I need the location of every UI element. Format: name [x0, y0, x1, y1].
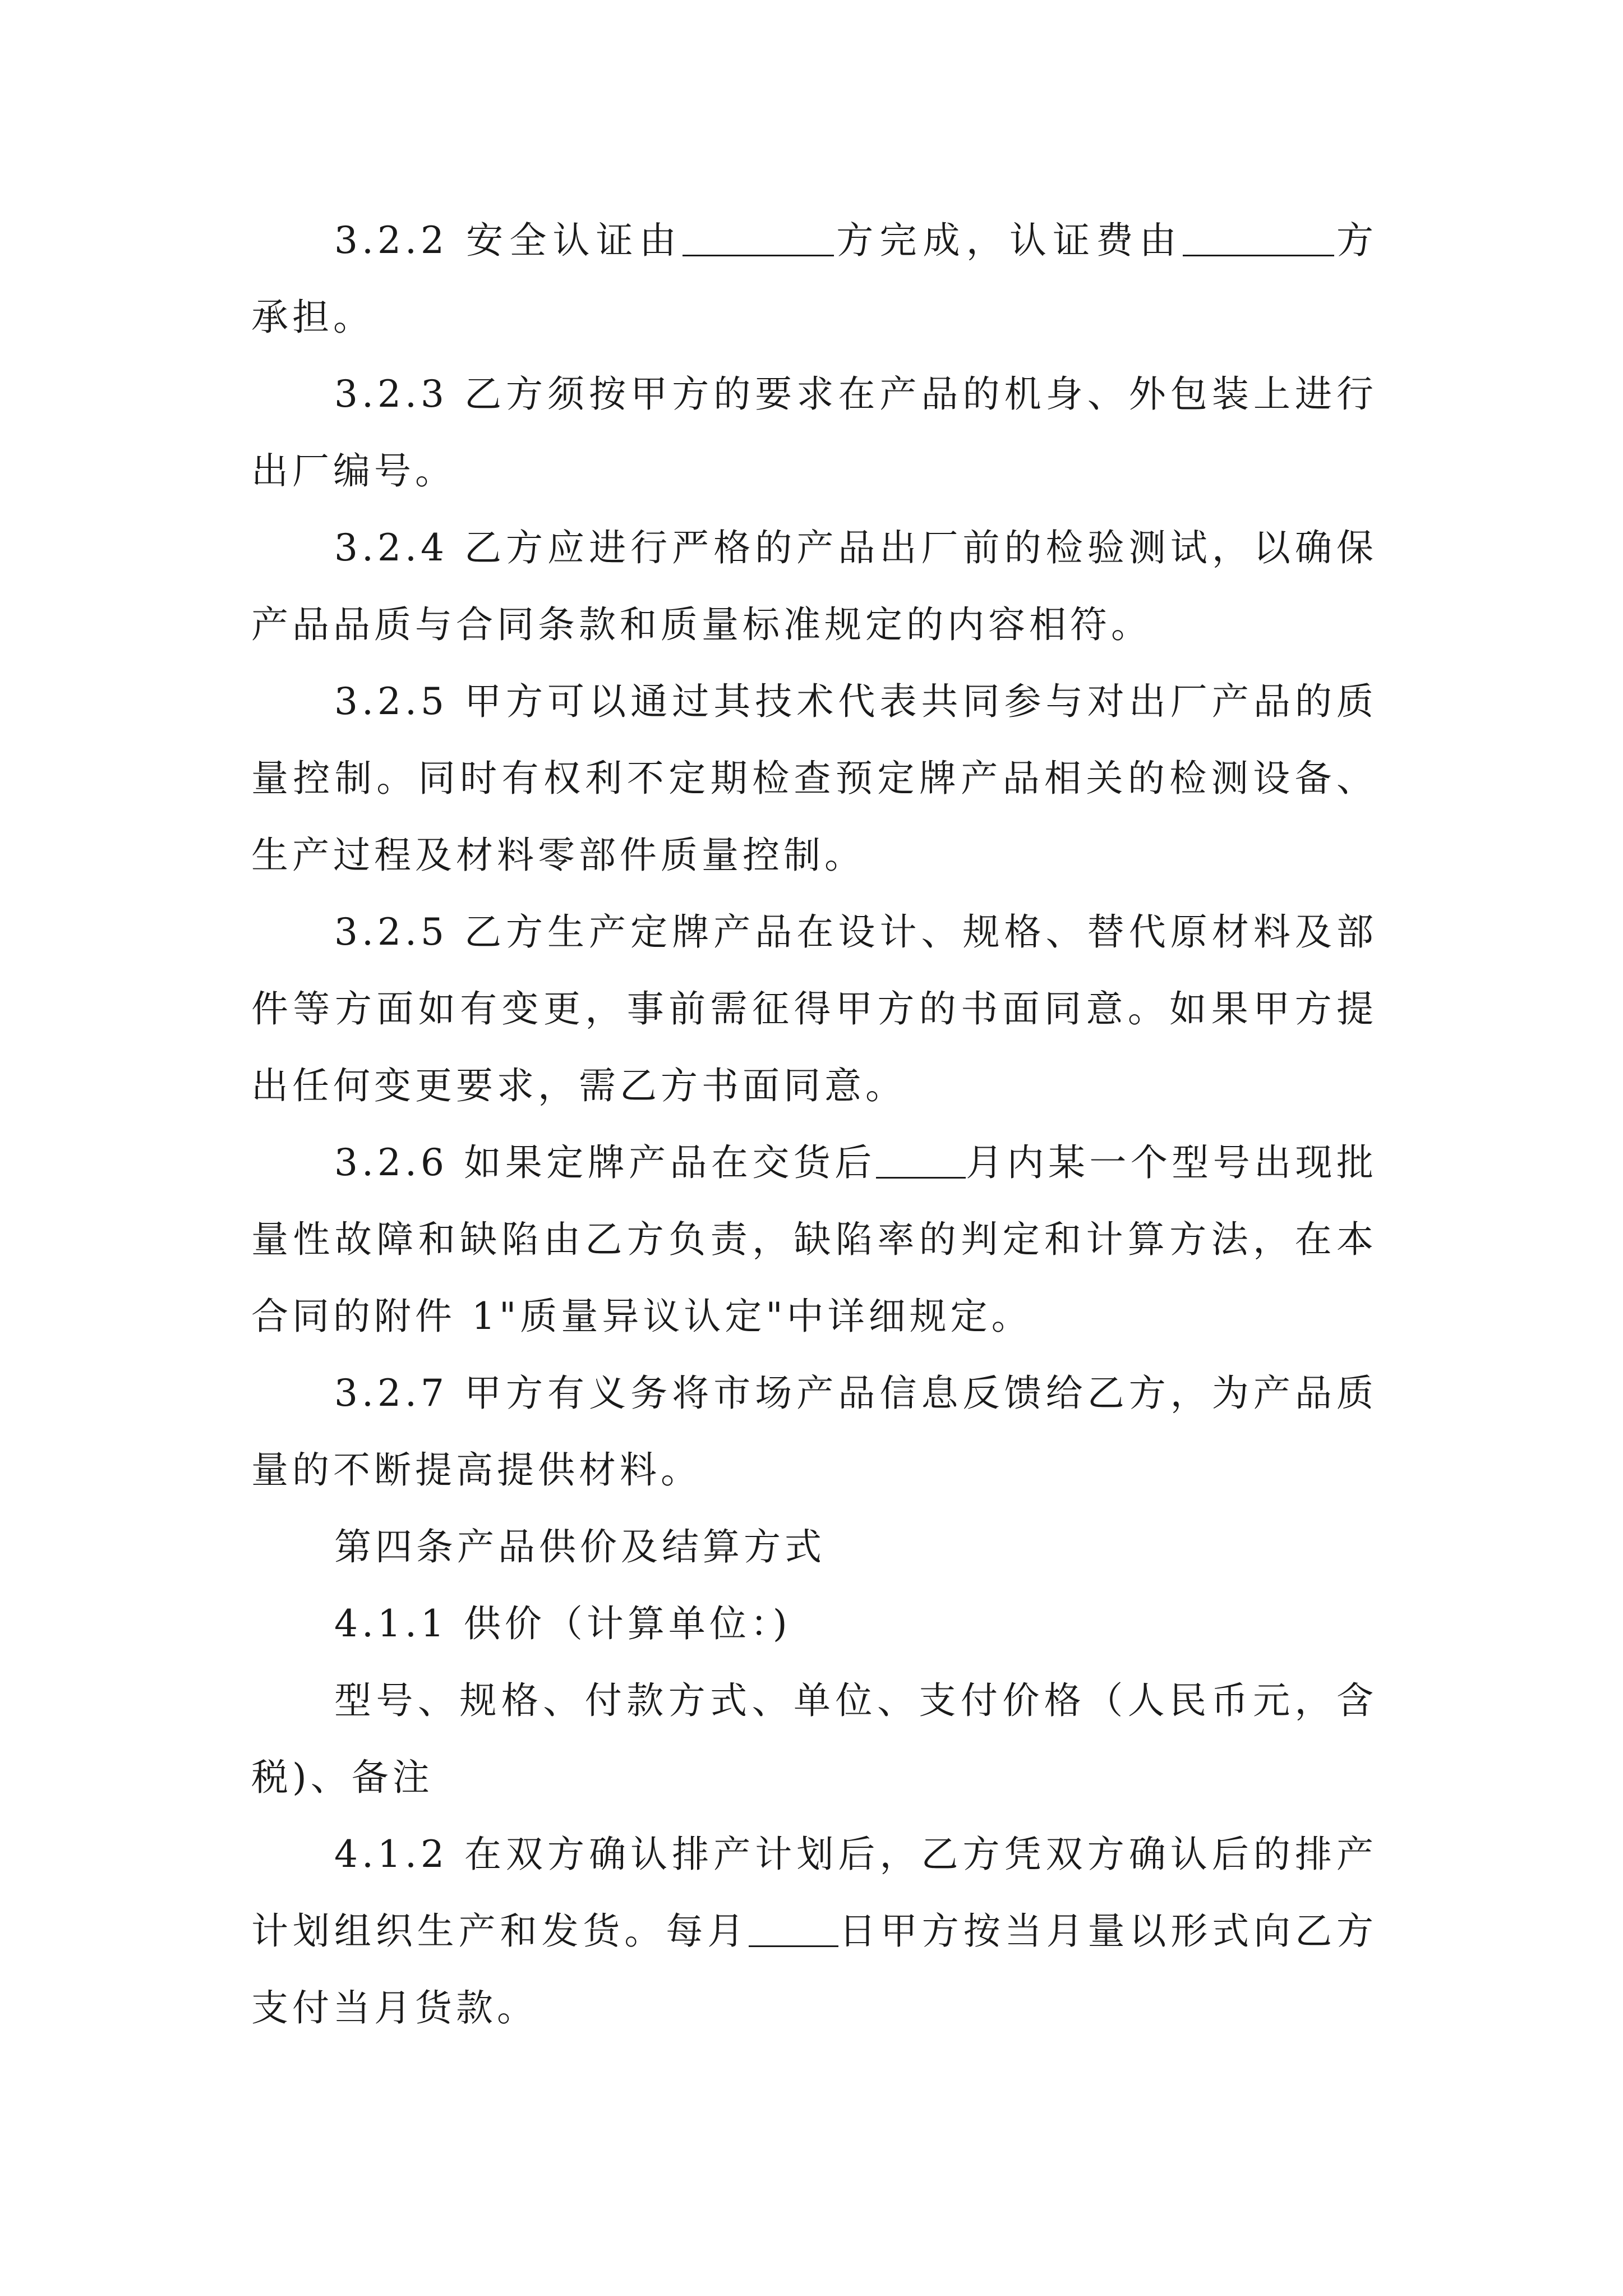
clause-4-1-1: 4.1.1 供价（计算单位：)	[334, 1602, 791, 1645]
clause-3-2-6	[251, 1124, 1377, 1355]
clause-3-2-4: 3.2.4 乙方应进行严格的产品出厂前的检验测试，以确保产品品质与合同条款和质量标准规定的内容相符。	[251, 526, 1377, 646]
blank-line	[876, 1138, 966, 1179]
clause-3-2-3: 3.2.3 乙方须按甲方的要求在产品的机身、外包装上进行出厂编号。	[251, 372, 1377, 493]
blank-line	[749, 1906, 838, 1947]
clause-4-1-2-text-b: 日甲方按当月量以形式向乙方支付当月货款。	[251, 1910, 1378, 2030]
clause-4-1-2	[251, 1816, 1377, 2046]
clause-3-2-6-text-a: 3.2.6 如果定牌产品在交货后	[334, 1141, 876, 1184]
clause-3-2-5-quality-control: 3.2.5 甲方可以通过其技术代表共同参与对出厂产品的质量控制。同时有权利不定期检查预定牌产品相关的检测设备、生产过程及材料零部件质量控制。	[251, 680, 1377, 877]
price-table-fields: 型号、规格、付款方式、单位、支付价格（人民币元，含税)、备注	[251, 1679, 1377, 1799]
article-4-heading: 第四条产品供价及结算方式	[334, 1525, 826, 1568]
clause-3-2-2-text-a: 3.2.2 安全认证由	[334, 219, 683, 262]
clause-3-2-6-text-b: 月内某一个型号出现批量性故障和缺陷由乙方负责，缺陷率的判定和计算方法，在本合同的附件 1"质量异议认定"中详细规定。	[251, 1141, 1377, 1338]
blank-line	[1183, 215, 1334, 256]
clause-3-2-2-text-c: 方承担。	[251, 219, 1378, 339]
clause-3-2-5-changes: 3.2.5 乙方生产定牌产品在设计、规格、替代原材料及部件等方面如有变更，事前需征得甲方的书面同意。如果甲方提出任何变更要求，需乙方书面同意。	[251, 910, 1377, 1107]
clause-3-2-7: 3.2.7 甲方有义务将市场产品信息反馈给乙方，为产品质量的不断提高提供材料。	[251, 1372, 1377, 1492]
clause-3-2-2-text-b: 方完成，认证费由	[834, 219, 1183, 262]
blank-line	[683, 215, 834, 256]
document-body	[251, 202, 1377, 2046]
clause-4-1-2-text-a: 4.1.2 在双方确认排产计划后，乙方凭双方确认后的排产计划组织生产和发货。每月	[251, 1833, 1377, 1953]
clause-3-2-2	[251, 202, 1377, 356]
